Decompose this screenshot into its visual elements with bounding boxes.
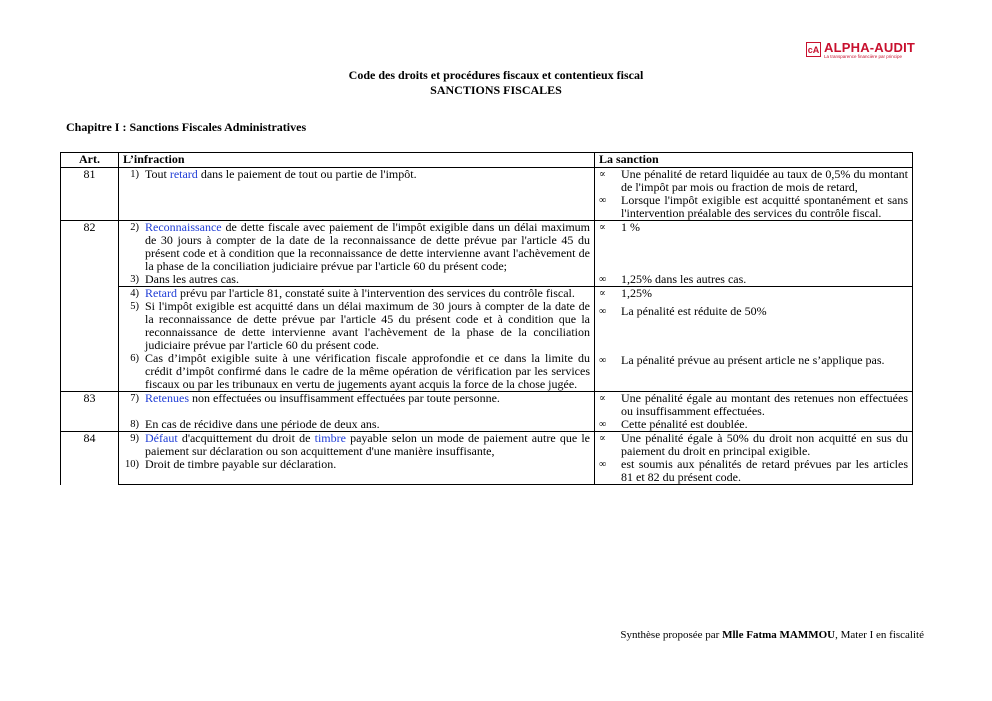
table-header-row (61, 153, 913, 168)
sanction-item: ∝ 1,25% (599, 286, 652, 300)
logo-tagline: La transparence financière par principe (824, 54, 903, 59)
table-row (61, 432, 913, 459)
proportional-symbol: ∝ (599, 288, 606, 299)
infraction-item: 1) Tout retard dans le paiement de tout ou partie de l'impôt. (119, 168, 594, 181)
header-infraction: L’infraction (119, 153, 595, 168)
infraction-item: 2) Reconnaissance de dette fiscale avec paiement de l'impôt exigible dans un délai maximum de 30 jours à compter de la date de la reconnaissance de dette prévue par l'article 45 du présent code et à condition que la reconnaissance de dette intervienne avant l'achèvement de la phase de la conciliation judiciaire prévue par l'article 60 du présent code; (119, 221, 594, 273)
table-row (61, 273, 913, 287)
table-row (61, 458, 913, 485)
author-name: Mlle Fatma MAMMOU (722, 629, 836, 641)
item-number: 8) (130, 419, 139, 430)
sanction-item: ∝ Une pénalité égale au montant des retenues non effectuées ou insuffisamment effectuées. (599, 391, 908, 418)
infinity-symbol: ∞ (599, 274, 607, 285)
keyword: Retard (145, 286, 177, 300)
infinity-symbol: ∞ (599, 306, 607, 317)
article-number: 82 (61, 221, 119, 392)
item-number: 4) (130, 288, 139, 299)
table-row (61, 300, 913, 352)
proportional-symbol: ∝ (599, 433, 606, 444)
sanction-item: ∞ Cette pénalité est doublée. (599, 417, 748, 431)
infraction-item: 10) Droit de timbre payable sur déclaration. (119, 458, 594, 471)
item-number: 3) (130, 274, 139, 285)
infinity-symbol: ∞ (599, 419, 607, 430)
sanctions-table (60, 152, 913, 485)
sanction-item: ∞ Lorsque l'impôt exigible est acquitté spontanément et sans l'intervention préalable des services du contrôle fiscal. (599, 193, 908, 220)
article-number: 84 (61, 432, 119, 485)
table-row (61, 392, 913, 419)
infraction-item: 8) En cas de récidive dans une période de deux ans. (119, 418, 594, 431)
chapter-heading: Chapitre I : Sanctions Fiscales Administratives (66, 120, 307, 134)
sanction-item: ∝ 1 % (599, 220, 640, 234)
keyword: Reconnaissance (145, 220, 222, 234)
proportional-symbol: ∝ (599, 393, 606, 404)
table-row (61, 221, 913, 274)
item-number: 2) (130, 222, 139, 233)
infinity-symbol: ∞ (599, 195, 607, 206)
sanction-item: ∝ Une pénalité égale à 50% du droit non acquitté en sus du paiement du droit en principal exigible. (599, 431, 908, 458)
infinity-symbol: ∞ (599, 355, 607, 366)
keyword: Retenues (145, 391, 189, 405)
sanction-item: ∞ La pénalité est réduite de 50% (599, 304, 767, 318)
proportional-symbol: ∝ (599, 169, 606, 180)
article-number: 81 (61, 168, 119, 221)
logo-name: ALPHA-AUDIT (824, 40, 916, 55)
item-number: 6) (130, 353, 139, 364)
document-title: Code des droits et procédures fiscaux et contentieux fiscal (348, 68, 644, 82)
infraction-item: 6) Cas d’impôt exigible suite à une vérification fiscale approfondie et ce dans la limite du crédit d’impôt confirmé dans le cadre de la même opération de vérification par les services fiscaux ou par les tribunaux en vertu de jugements ayant acquis la force de la chose jugée. (119, 352, 594, 391)
sanction-item: ∞ est soumis aux pénalités de retard prévues par les articles 81 et 82 du présent code. (599, 457, 908, 484)
keyword: timbre (314, 431, 346, 445)
table-row (61, 168, 913, 221)
logo-text (824, 41, 915, 60)
keyword: Défaut (145, 431, 178, 445)
alpha-audit-logo (806, 41, 915, 60)
infraction-item: 9) Défaut d'acquittement du droit de timbre payable selon un mode de paiement autre que le paiement sur déclaration ou son acquittement d'une manière insuffisante, (119, 432, 594, 458)
header-sanction: La sanction (595, 153, 913, 168)
table-row (61, 352, 913, 392)
proportional-symbol: ∝ (599, 222, 606, 233)
logo-mark: cA (806, 42, 821, 57)
infraction-item: 7) Retenues non effectuées ou insuffisamment effectuées par toute personne. (119, 392, 594, 405)
sanction-item: ∝ Une pénalité de retard liquidée au taux de 0,5% du montant de l'impôt par mois ou fraction de mois de retard, (599, 167, 908, 194)
item-number: 5) (130, 301, 139, 312)
sanction-item: ∞ 1,25% dans les autres cas. (599, 272, 747, 286)
table-row (61, 418, 913, 432)
header-art: Art. (61, 153, 119, 168)
infraction-item: 5) Si l'impôt exigible est acquitté dans un délai maximum de 30 jours à compter de la date de la reconnaissance de dette prévue par l'article 45 du présent code et à condition que la reconnaissance de dette intervienne avant l'achèvement de la phase de la conciliation judiciaire prévue par l'article 60 du présent code. (119, 300, 594, 352)
infraction-item: 4) Retard prévu par l'article 81, constaté suite à l'intervention des services du contrôle fiscal. (119, 287, 594, 300)
infinity-symbol: ∞ (599, 459, 607, 470)
article-number: 83 (61, 392, 119, 432)
sanction-item: ∞ La pénalité prévue au présent article ne s’applique pas. (599, 353, 885, 367)
keyword: retard (169, 167, 198, 181)
footer-credit: Synthèse proposée par Mlle Fatma MAMMOU, Mater I en fiscalité (620, 629, 924, 641)
item-number: 9) (130, 433, 139, 444)
item-number: 10) (125, 459, 139, 470)
table-row (61, 287, 913, 301)
item-number: 1) (130, 169, 139, 180)
document-subtitle: SANCTIONS FISCALES (430, 83, 562, 97)
item-number: 7) (130, 393, 139, 404)
infraction-item: 3) Dans les autres cas. (119, 273, 594, 286)
